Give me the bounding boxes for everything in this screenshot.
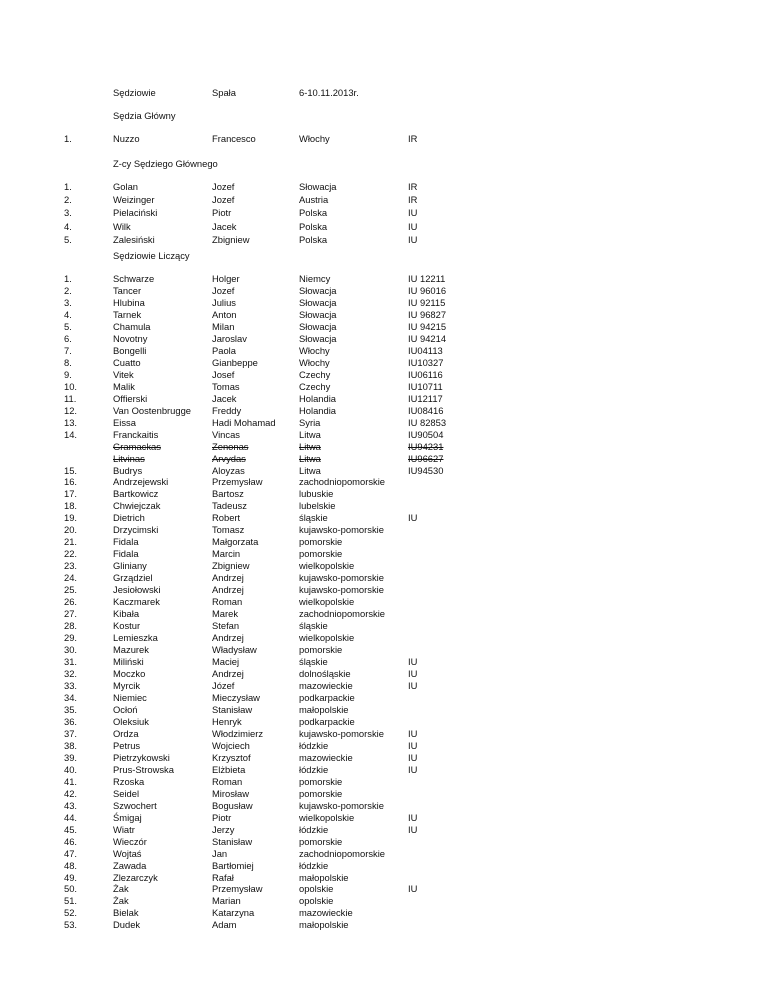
category: IU [408,679,418,691]
surname: Wiatr [113,823,135,835]
surname: Gliniany [113,560,147,572]
category: IR [408,133,418,144]
surname: Van Oostenbrugge [113,404,192,416]
country-region: Polska [299,233,328,245]
first-name: Stanisław [212,835,253,847]
surname: Golan [113,181,139,192]
country-region: kujawsko-pomorskie [299,584,384,596]
row-number: 1. [64,273,72,284]
event-dates: 6-10.11.2013r. [299,87,359,98]
surname: Cuatto [113,356,141,368]
first-name: Milan [212,320,235,332]
surname: Kaczmarek [113,596,160,608]
row-number: 34. [64,691,78,703]
surname: Novotny [113,332,148,344]
surname: Tarnek [113,308,142,320]
country-region: kujawsko-pomorskie [299,799,384,811]
country-region: Włochy [299,344,330,356]
country-region: mazowieckie [299,907,353,919]
country-region: Litwa [299,464,321,476]
venue: Spała [212,87,236,98]
surname: Litvinas [113,452,145,464]
first-name: Jaroslav [212,332,247,344]
category: IU [408,823,418,835]
country-region: Niemcy [299,273,331,284]
first-name: Andrzej [212,572,244,584]
first-name: Hadi Mohamad [212,416,276,428]
first-name: Roman [212,775,243,787]
first-name: Małgorzata [212,536,259,548]
category: IU12117 [408,392,443,404]
first-name: Andrzej [212,584,244,596]
row-number: 28. [64,620,78,632]
surname: Zlezarczyk [113,871,158,883]
surname: Grządziel [113,572,153,584]
surname: Chamula [113,320,151,332]
first-name: Marian [212,895,241,907]
row-number: 38. [64,739,78,751]
first-name: Jan [212,847,228,859]
surname: Ordza [113,727,139,739]
row-number: 33. [64,679,78,691]
surname: Miliński [113,656,144,668]
country-region: śląskie [299,512,328,524]
category: IU94530 [408,464,444,476]
country-region: Polska [299,207,328,219]
first-name: Jacek [212,392,237,404]
surname: Zawada [113,859,147,871]
country-region: Austria [299,194,329,206]
row-number: 31. [64,656,78,668]
surname: Zalesiński [113,233,155,245]
category: IU [408,233,418,245]
surname: Oleksiuk [113,715,149,727]
row-number: 30. [64,644,78,656]
category: IU [408,739,418,751]
country-region: śląskie [299,656,328,668]
category: IU 82853 [408,416,447,428]
country-region: małopolskie [299,871,349,883]
row-number: 15. [64,464,78,476]
country-region: łódzkie [299,763,329,775]
row-number: 37. [64,727,78,739]
country-region: kujawsko-pomorskie [299,727,384,739]
first-name: Freddy [212,404,242,416]
country-region: łódzkie [299,823,329,835]
first-name: Józef [212,679,235,691]
first-name: Piotr [212,811,232,823]
row-number: 41. [64,775,78,787]
row-number: 26. [64,596,78,608]
category: IU 92115 [408,296,446,308]
country-region: Polska [299,220,328,232]
row-number: 18. [64,500,78,512]
surname: Gramackas [113,440,161,452]
first-name: Paola [212,344,236,356]
surname: Żak [113,895,129,907]
country-region: Holandia [299,392,337,404]
first-name: Bogusław [212,799,253,811]
surname: Żak [113,883,129,895]
country-region: opolskie [299,895,334,907]
country-region: pomorskie [299,548,343,560]
row-number: 13. [64,416,78,428]
row-number: 25. [64,584,78,596]
surname: Offierski [113,392,148,404]
row-number: 1. [64,181,72,192]
country-region: Słowacja [299,332,337,344]
category: IU [408,727,418,739]
country-region: wielkopolskie [299,811,355,823]
surname: Moczko [113,668,146,679]
surname: Wieczór [113,835,147,847]
country-region: pomorskie [299,644,343,656]
document-title: Sędziowie [113,87,156,98]
surname: Dudek [113,919,141,931]
row-number: 42. [64,787,78,799]
row-number: 11. [64,392,77,404]
row-number: 50. [64,883,78,895]
row-number: 35. [64,703,78,715]
country-region: wielkopolskie [299,560,355,572]
first-name: Jozef [212,284,235,296]
surname: Malik [113,380,135,392]
first-name: Bartosz [212,488,244,500]
category: IU 96827 [408,308,447,320]
first-name: Robert [212,512,241,524]
surname: Wojtaś [113,847,142,859]
row-number: 48. [64,859,78,871]
surname: Budrys [113,464,143,476]
category: IU 94214 [408,332,447,344]
first-name: Vincas [212,428,240,440]
row-number: 12. [64,404,78,416]
country-region: Holandia [299,404,337,416]
country-region: mazowieckie [299,679,353,691]
row-number: 19. [64,512,78,524]
surname: Nuzzo [113,133,140,144]
country-region: łódzkie [299,739,329,751]
first-name: Mieczysław [212,691,260,703]
country-region: opolskie [299,883,334,895]
country-region: podkarpackie [299,691,355,703]
category: IU 96016 [408,284,447,296]
row-number: 43. [64,799,78,811]
surname: Prus-Strowska [113,763,174,775]
first-name: Anton [212,308,237,320]
first-name: Tomasz [212,524,245,536]
first-name: Jozef [212,194,235,206]
surname: Myrcik [113,679,141,691]
category: IR [408,181,418,192]
row-number: 6. [64,332,72,344]
surname: Pielaciński [113,207,158,219]
first-name: Przemysław [212,476,263,488]
surname: Tancer [113,284,142,296]
country-region: Litwa [299,452,321,464]
country-region: zachodniopomorskie [299,847,385,859]
row-number: 4. [64,308,72,320]
surname: Eissa [113,416,136,428]
first-name: Andrzej [212,668,244,679]
first-name: Josef [212,368,235,380]
country-region: Słowacja [299,284,337,296]
country-region: Litwa [299,440,321,452]
country-region: zachodniopomorskie [299,608,385,620]
category: IU [408,512,418,524]
first-name: Marcin [212,548,241,560]
first-name: Andrzej [212,632,244,644]
row-number: 47. [64,847,78,859]
row-number: 46. [64,835,78,847]
surname: Franckaitis [113,428,159,440]
row-number: 2. [64,284,72,296]
row-number: 51. [64,895,78,907]
row-number: 45. [64,823,78,835]
first-name: Marek [212,608,239,620]
first-name: Stefan [212,620,240,632]
surname: Śmigaj [113,811,142,823]
surname: Mazurek [113,644,149,656]
first-name: Julius [212,296,236,308]
category: IU [408,811,418,823]
first-name: Roman [212,596,243,608]
country-region: Włochy [299,133,330,144]
row-number: 20. [64,524,78,536]
first-name: Wojciech [212,739,250,751]
first-name: Gianbeppe [212,356,258,368]
row-number: 8. [64,356,72,368]
row-number: 24. [64,572,78,584]
category: IU [408,207,418,219]
row-number: 21. [64,536,78,548]
first-name: Elżbieta [212,763,246,775]
row-number: 22. [64,548,78,560]
row-number: 3. [64,207,72,219]
category: IU [408,751,418,763]
country-region: wielkopolskie [299,596,355,608]
country-region: Litwa [299,428,321,440]
row-number: 44. [64,811,78,823]
first-name: Piotr [212,207,232,219]
row-number: 5. [64,233,72,245]
surname: Chwiejczak [113,500,161,512]
country-region: Słowacja [299,320,337,332]
row-number: 9. [64,368,72,380]
country-region: Czechy [299,380,331,392]
row-number: 7. [64,344,72,356]
surname: Drzycimski [113,524,159,536]
first-name: Rafał [212,871,234,883]
first-name: Francesco [212,133,256,144]
surname: Szwochert [113,799,157,811]
category: IR [408,194,418,206]
first-name: Bartłomiej [212,859,254,871]
first-name: Jerzy [212,823,235,835]
surname: Fidala [113,536,139,548]
first-name: Arvydas [212,452,246,464]
deputies-heading: Z-cy Sędziego Głównego [113,158,218,169]
first-name: Mirosław [212,787,249,799]
row-number: 17. [64,488,78,500]
row-number: 23. [64,560,78,572]
category: IU [408,883,418,895]
country-region: dolnośląskie [299,668,351,679]
surname: Petrus [113,739,141,751]
surname: Kibała [113,608,140,620]
row-number: 27. [64,608,78,620]
first-name: Holger [212,273,240,284]
surname: Dietrich [113,512,145,524]
country-region: pomorskie [299,775,343,787]
surname: Niemiec [113,691,147,703]
row-number: 53. [64,919,78,931]
country-region: Słowacja [299,181,337,192]
category: IU04113 [408,344,443,356]
country-region: Syria [299,416,321,428]
country-region: mazowieckie [299,751,353,763]
category: IU 94215 [408,320,447,332]
surname: Bartkowicz [113,488,159,500]
first-name: Jacek [212,220,237,232]
first-name: Tadeusz [212,500,247,512]
country-region: pomorskie [299,835,343,847]
row-number: 39. [64,751,78,763]
country-region: kujawsko-pomorskie [299,524,384,536]
country-region: wielkopolskie [299,632,355,644]
country-region: Słowacja [299,308,337,320]
row-number: 5. [64,320,72,332]
first-name: Zbigniew [212,233,250,245]
row-number: 32. [64,668,78,679]
category: IU [408,656,418,668]
surname: Fidala [113,548,139,560]
first-name: Adam [212,919,237,931]
country-region: łódzkie [299,859,329,871]
counting-judges-heading: Sędziowie Liczący [113,250,190,261]
country-region: małopolskie [299,919,349,931]
category: IU96627 [408,452,444,464]
first-name: Przemysław [212,883,263,895]
country-region: kujawsko-pomorskie [299,572,384,584]
first-name: Katarzyna [212,907,255,919]
first-name: Aloyzas [212,464,245,476]
country-region: małopolskie [299,703,349,715]
row-number: 16. [64,476,78,488]
row-number: 2. [64,194,72,206]
category: IU 12211 [408,273,446,284]
row-number: 29. [64,632,78,644]
country-region: śląskie [299,620,328,632]
surname: Bielak [113,907,139,919]
first-name: Zenonas [212,440,249,452]
surname: Kostur [113,620,141,632]
country-region: lubuskie [299,488,334,500]
row-number: 36. [64,715,78,727]
first-name: Maciej [212,656,240,668]
first-name: Krzysztof [212,751,251,763]
row-number: 4. [64,220,72,232]
first-name: Jozef [212,181,235,192]
surname: Hlubina [113,296,145,308]
surname: Lemieszka [113,632,158,644]
row-number: 52. [64,907,78,919]
first-name: Tomas [212,380,240,392]
first-name: Władysław [212,644,257,656]
country-region: Słowacja [299,296,337,308]
country-region: lubelskie [299,500,336,512]
first-name: Henryk [212,715,242,727]
first-name: Stanisław [212,703,253,715]
country-region: Włochy [299,356,330,368]
row-number: 10. [64,380,78,392]
surname: Weizinger [113,194,155,206]
category: IU [408,763,418,775]
country-region: pomorskie [299,787,343,799]
first-name: Włodzimierz [212,727,264,739]
chief-judge-heading: Sędzia Główny [113,110,176,121]
surname: Pietrzykowski [113,751,170,763]
category: IU94231 [408,440,444,452]
row-number: 49. [64,871,78,883]
first-name: Zbigniew [212,560,250,572]
surname: Andrzejewski [113,476,169,488]
category: IU90504 [408,428,444,440]
row-number: 14. [64,428,78,440]
category: IU06116 [408,368,443,380]
row-number: 1. [64,133,72,144]
country-region: podkarpackie [299,715,355,727]
country-region: zachodniopomorskie [299,476,385,488]
category: IU08416 [408,404,444,416]
category: IU [408,668,418,679]
surname: Jesiołowski [113,584,161,596]
category: IU [408,220,418,232]
surname: Wilk [113,220,131,232]
country-region: Czechy [299,368,331,380]
surname: Vitek [113,368,134,380]
category: IU10327 [408,356,444,368]
category: IU10711 [408,380,443,392]
surname: Rzoska [113,775,145,787]
surname: Bongelli [113,344,147,356]
country-region: pomorskie [299,536,343,548]
surname: Ocłoń [113,703,138,715]
row-number: 3. [64,296,72,308]
surname: Seidel [113,787,140,799]
surname: Schwarze [113,273,155,284]
row-number: 40. [64,763,78,775]
